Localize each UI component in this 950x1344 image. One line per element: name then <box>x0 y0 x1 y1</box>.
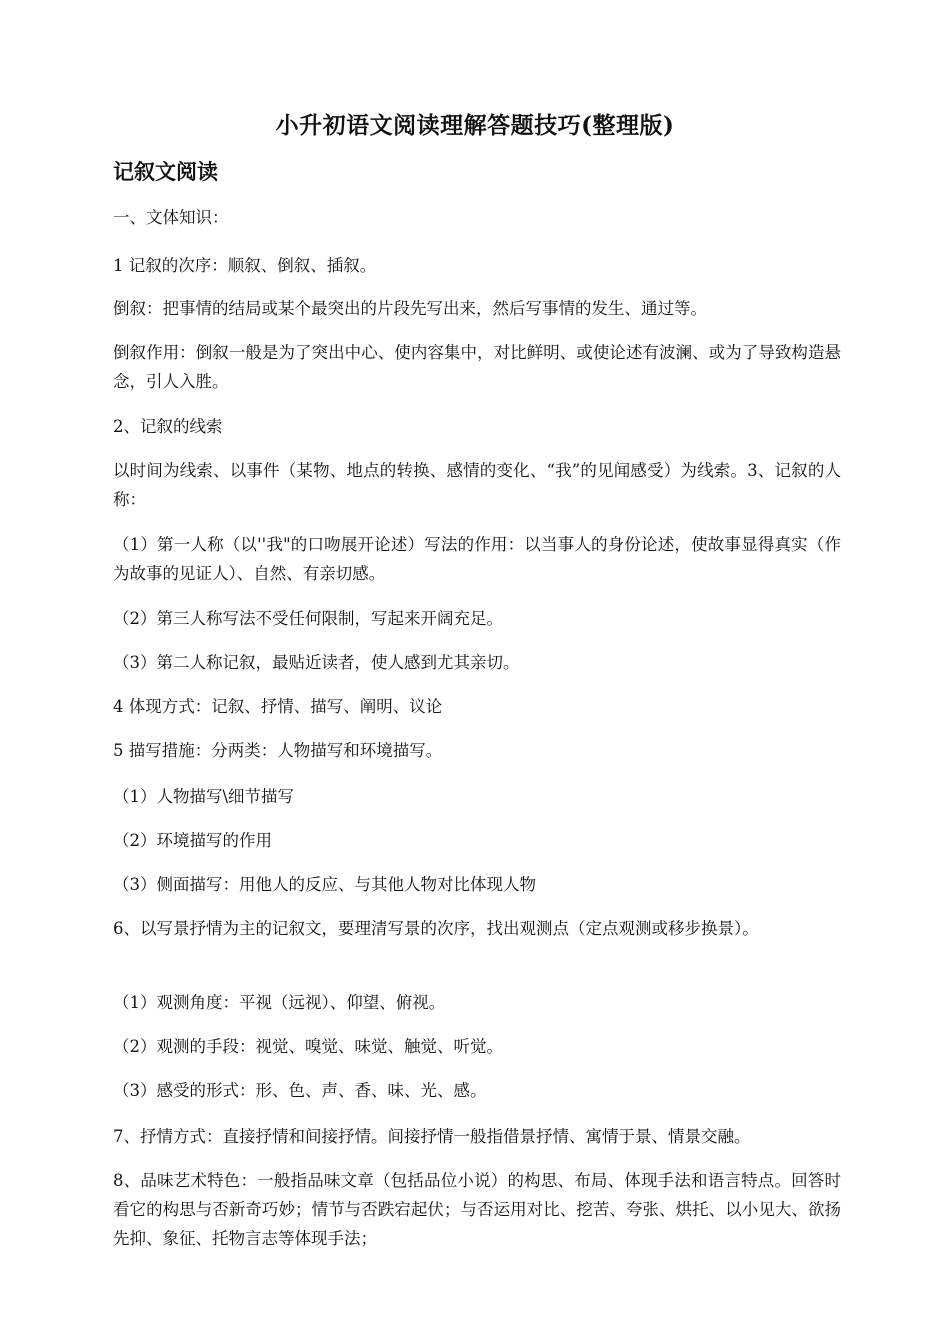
paragraph-flashback-effect: 倒叙作用：倒叙一般是为了突出中心、使内容集中，对比鲜明、或使论述有波澜、或为了导致构造悬念，引人入胜。 <box>113 343 841 391</box>
paragraph-perception-forms: （3）感受的形式：形、色、声、香、味、光、感。 <box>113 1081 487 1100</box>
paragraph-character-description: （1）人物描写\细节描写 <box>113 787 295 806</box>
paragraph-scenery-lyric: 6、以写景抒情为主的记叙文，要理清写景的次序，找出观测点（定点观测或移步换景）。 <box>113 919 759 938</box>
paragraph-observation-means: （2）观测的手段：视觉、嗅觉、味觉、触觉、听觉。 <box>113 1037 503 1056</box>
paragraph-observation-angle: （1）观测角度：平视（远视）、仰望、俯视。 <box>113 993 446 1012</box>
paragraph-genre-knowledge: 一、文体知识： <box>113 208 229 227</box>
paragraph-environment-description: （2）环境描写的作用 <box>113 831 272 850</box>
paragraph-artistic-features: 8、品味艺术特色：一般指品味文章（包括品位小说）的构思、布局、体现手法和语言特点。回答时看它的构思与否新奇巧妙；情节与否跌宕起伏；与否运用对比、挖苦、夸张、烘托、以小见大、欲扬先抑、象征、托物言志等体现手法； <box>113 1171 841 1248</box>
paragraph-flashback: 倒叙：把事情的结局或某个最突出的片段先写出来，然后写事情的发生、通过等。 <box>113 299 707 318</box>
paragraph-lyric-methods: 7、抒情方式：直接抒情和间接抒情。间接抒情一般指借景抒情、寓情于景、情景交融。 <box>113 1127 751 1146</box>
document-title: 小升初语文阅读理解答题技巧(整理版) <box>275 112 675 139</box>
paragraph-first-person: （1）第一人称（以''我"的口吻展开论述）写法的作用：以当事人的身份论述，使故事显得真实（作为故事的见证人）、自然、有亲切感。 <box>113 535 841 583</box>
paragraph-side-description: （3）侧面描写：用他人的反应、与其他人物对比体现人物 <box>113 875 536 894</box>
paragraph-narrative-order: 1 记叙的次序：顺叙、倒叙、插叙。 <box>113 256 377 275</box>
paragraph-expression-modes: 4 体现方式：记叙、抒情、描写、阐明、议论 <box>113 697 443 716</box>
paragraph-second-person: （3）第二人称记叙，最贴近读者，使人感到尤其亲切。 <box>113 653 520 672</box>
paragraph-narrative-clue: 2、记叙的线索 <box>113 417 223 436</box>
paragraph-clue-detail: 以时间为线索、以事件（某物、地点的转换、感情的变化、“我”的见闻感受）为线索。3、记叙的人称： <box>113 461 841 509</box>
section-heading: 记叙文阅读 <box>113 160 218 184</box>
paragraph-third-person: （2）第三人称写法不受任何限制，写起来开阔充足。 <box>113 609 503 628</box>
paragraph-description-methods: 5 描写措施：分两类：人物描写和环境描写。 <box>113 741 443 760</box>
